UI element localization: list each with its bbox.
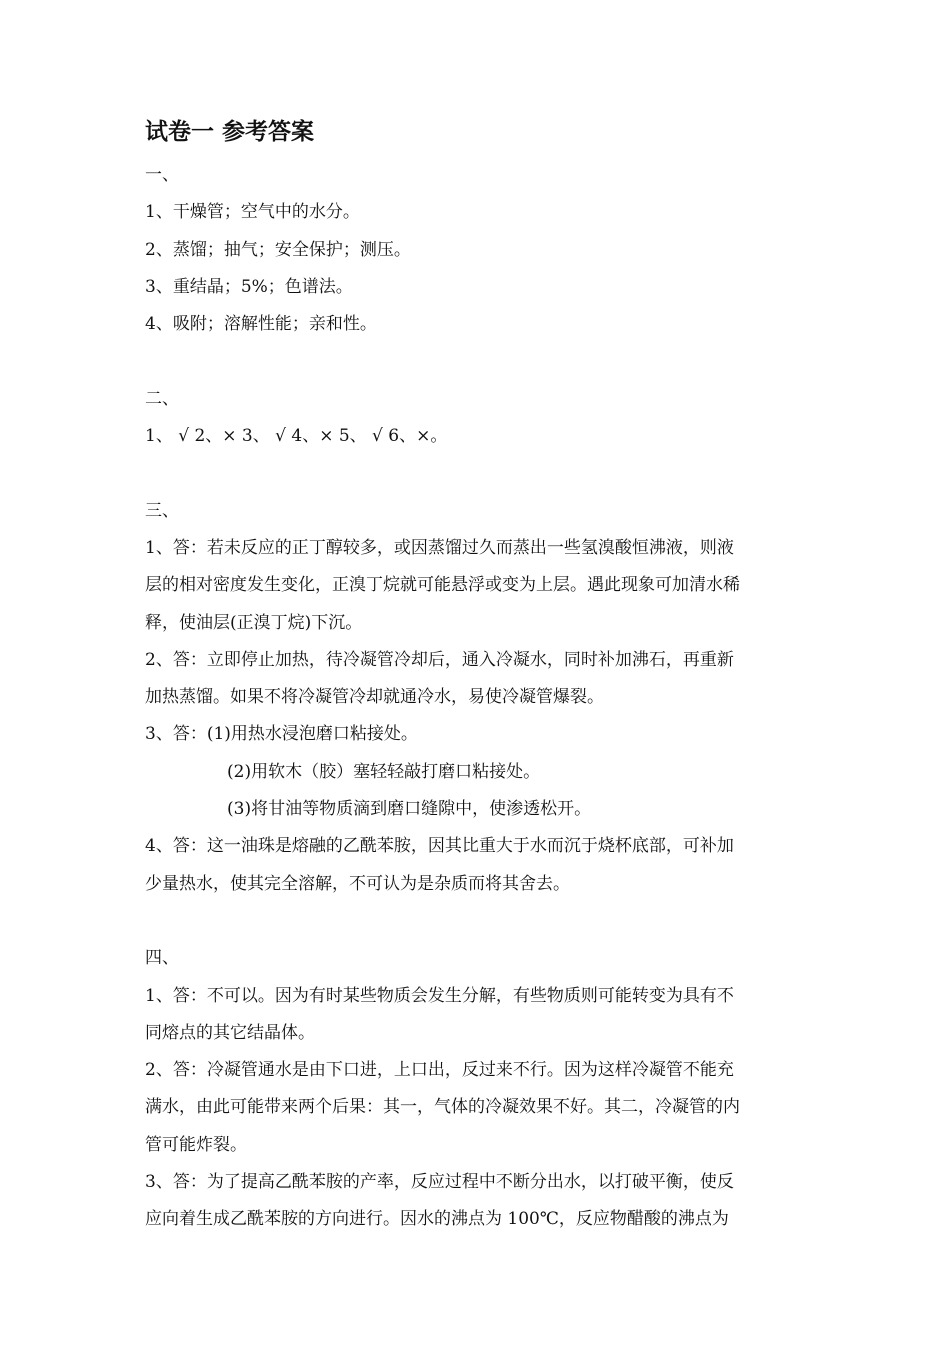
answer-line: 满水，由此可能带来两个后果：其一，气体的冷凝效果不好。其二，冷凝管的内 <box>145 1097 740 1118</box>
answer-line: 释，使油层(正溴丁烷)下沉。 <box>145 612 363 633</box>
answer-line: 同熔点的其它结晶体。 <box>145 1022 315 1043</box>
answer-line: 1、答：不可以。因为有时某些物质会发生分解，有些物质则可能转变为具有不 <box>145 985 734 1006</box>
section-heading-2: 二、 <box>145 388 179 409</box>
answer-line: 应向着生成乙酰苯胺的方向进行。因水的沸点为 100℃，反应物醋酸的沸点为 <box>145 1209 729 1230</box>
answer-line: 1、 √ 2、× 3、 √ 4、× 5、 √ 6、×。 <box>145 426 448 447</box>
answer-line: 少量热水，使其完全溶解，不可认为是杂质而将其舍去。 <box>145 873 570 894</box>
answer-line: 1、答：若未反应的正丁醇较多，或因蒸馏过久而蒸出一些氢溴酸恒沸液，则液 <box>145 537 734 558</box>
answer-content <box>145 157 815 1239</box>
answer-line: 3、重结晶；5%；色谱法。 <box>145 276 353 297</box>
answer-line: 3、答：(1)用热水浸泡磨口粘接处。 <box>145 724 418 745</box>
section-heading-3: 三、 <box>145 500 179 521</box>
answer-line: 2、蒸馏；抽气；安全保护；测压。 <box>145 239 411 260</box>
spacer <box>145 455 815 492</box>
page-title: 试卷一 参考答案 <box>145 119 315 145</box>
answer-line: 1、干燥管；空气中的水分。 <box>145 202 360 223</box>
answer-line: 加热蒸馏。如果不将冷凝管冷却就通冷水，易使冷凝管爆裂。 <box>145 687 604 708</box>
answer-line: 4、吸附；溶解性能；亲和性。 <box>145 314 377 335</box>
spacer <box>145 343 815 380</box>
answer-line: 2、答：立即停止加热，待冷凝管冷却后，通入冷凝水，同时补加沸石，再重新 <box>145 649 734 670</box>
answer-line: (2)用软木（胶）塞轻轻敲打磨口粘接处。 <box>227 761 541 782</box>
answer-line: (3)将甘油等物质滴到磨口缝隙中，使渗透松开。 <box>227 799 592 820</box>
spacer <box>145 903 815 940</box>
section-heading-1: 一、 <box>145 165 179 185</box>
answer-line: 管可能炸裂。 <box>145 1134 247 1155</box>
answer-line: 3、答：为了提高乙酰苯胺的产率，反应过程中不断分出水，以打破平衡，使反 <box>145 1172 734 1193</box>
answer-line: 层的相对密度发生变化，正溴丁烷就可能悬浮或变为上层。遇此现象可加清水稀 <box>145 575 740 596</box>
section-heading-4: 四、 <box>145 948 179 969</box>
answer-line: 4、答：这一油珠是熔融的乙酰苯胺，因其比重大于水而沉于烧杯底部，可补加 <box>145 836 734 857</box>
answer-line: 2、答：冷凝管通水是由下口进，上口出，反过来不行。因为这样冷凝管不能充 <box>145 1060 734 1081</box>
